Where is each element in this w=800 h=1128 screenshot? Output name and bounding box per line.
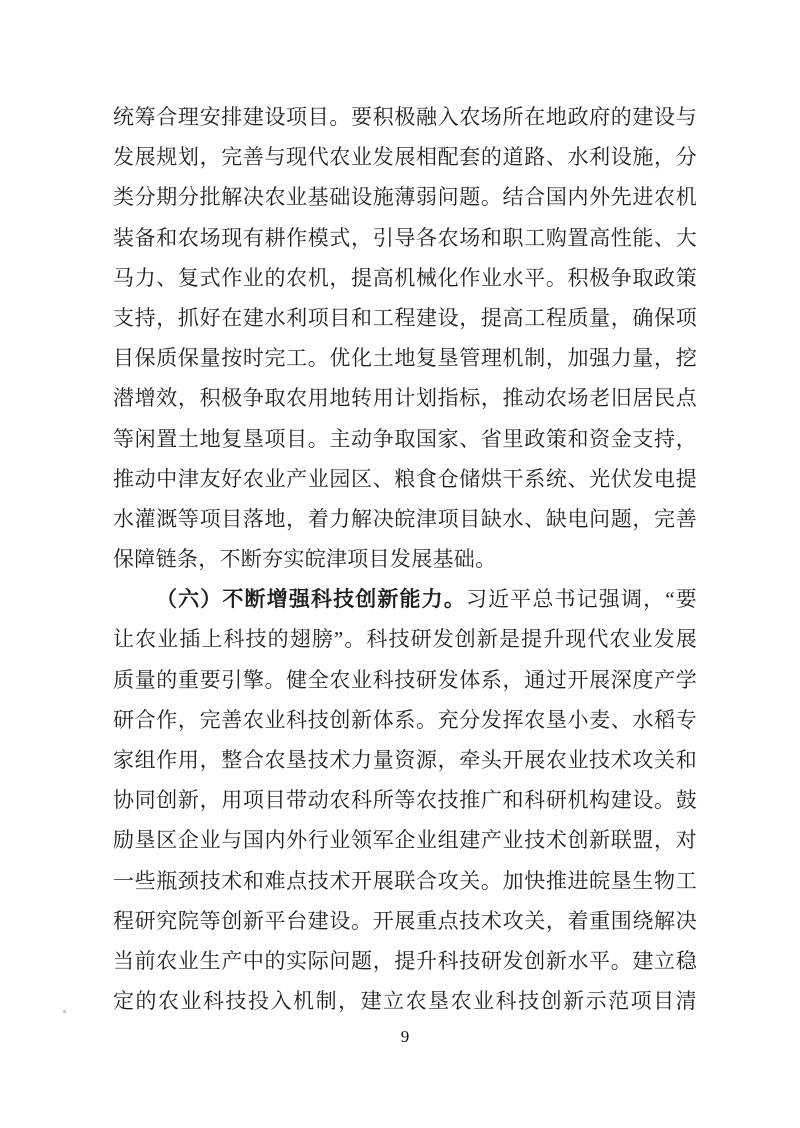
document-body xyxy=(113,97,697,1021)
section-heading: （六）不断增强科技创新能力。 xyxy=(156,587,466,612)
body-text-line: 协同创新，用项目带动农科所等农技推广和科研机构建设。鼓 xyxy=(113,788,697,813)
body-text-line: 目保质保量按时完工。优化土地复垦管理机制，加强力量，挖 xyxy=(113,346,697,371)
body-text-line: 马力、复式作业的农机，提高机械化作业水平。积极争取政策 xyxy=(113,265,697,290)
body-text-line: 研合作，完善农业科技创新体系。充分发挥农垦小麦、水稻专 xyxy=(113,707,697,732)
body-text-line: 让农业插上科技的翅膀”。科技研发创新是提升现代农业发展 xyxy=(113,627,697,652)
body-text-line: 家组作用，整合农垦技术力量资源，牵头开展农业技术攻关和 xyxy=(113,748,697,772)
page-number: 9 xyxy=(400,1027,410,1046)
body-text-line: 定的农业科技投入机制，建立农垦农业科技创新示范项目清 xyxy=(113,989,697,1014)
body-text-line: 一些瓶颈技术和难点技术开展联合攻关。加快推进皖垦生物工 xyxy=(113,868,697,893)
body-text-line: 支持，抓好在建水利项目和工程建设，提高工程质量，确保项 xyxy=(113,305,697,330)
body-text-line: 程研究院等创新平台建设。开展重点技术攻关，着重围绕解决 xyxy=(113,908,697,933)
body-text-line: 当前农业生产中的实际问题，提升科技研发创新水平。建立稳 xyxy=(113,948,697,973)
scan-artifact-dot xyxy=(63,1010,66,1013)
body-text-line: 保障链条，不断夯实皖津项目发展基础。 xyxy=(113,547,497,572)
body-text-line: 质量的重要引擎。健全农业科技研发体系，通过开展深度产学 xyxy=(113,667,697,692)
body-text-line: 类分期分批解决农业基础设施薄弱问题。结合国内外先进农机 xyxy=(113,185,697,210)
body-text-line: 发展规划，完善与现代农业发展相配套的道路、水利设施，分 xyxy=(113,145,697,170)
body-text-line: 潜增效，积极争取农用地转用计划指标，推动农场老旧居民点 xyxy=(113,386,697,411)
body-text-line: 统筹合理安排建设项目。要积极融入农场所在地政府的建设与 xyxy=(113,105,697,129)
body-text-line: 励垦区企业与国内外行业领军企业组建产业技术创新联盟，对 xyxy=(113,828,697,853)
body-text-line: （六）不断增强科技创新能力。习近平总书记强调，“要 xyxy=(156,587,697,612)
body-text-line: 水灌溉等项目落地，着力解决皖津项目缺水、缺电问题，完善 xyxy=(113,506,697,531)
body-text-line: 推动中津友好农业产业园区、粮食仓储烘干系统、光伏发电提 xyxy=(113,466,697,491)
body-text-line: 等闲置土地复垦项目。主动争取国家、省里政策和资金支持， xyxy=(113,426,697,451)
body-text-line: 装备和农场现有耕作模式，引导各农场和职工购置高性能、大 xyxy=(113,225,697,250)
